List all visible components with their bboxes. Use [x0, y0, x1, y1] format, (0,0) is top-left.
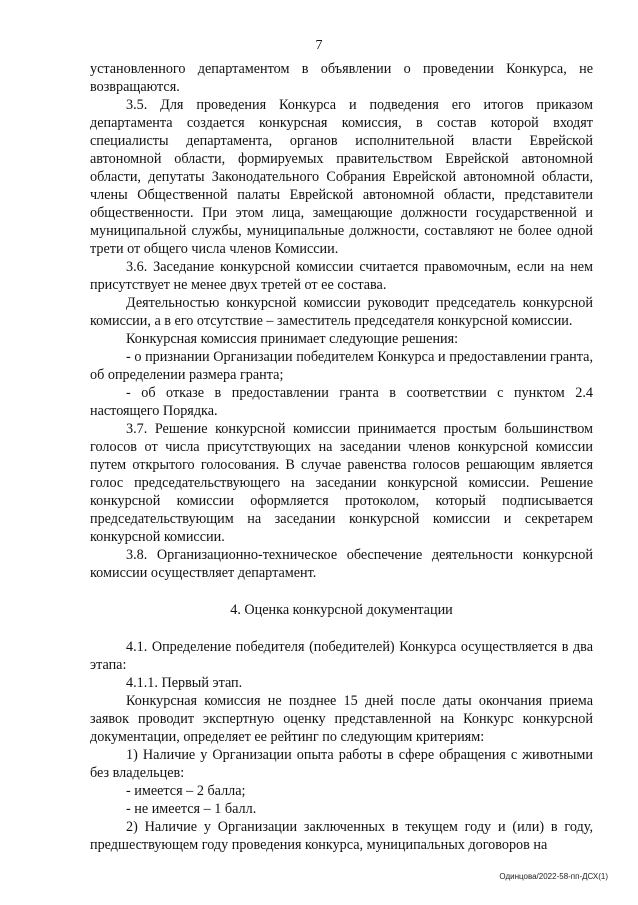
- paragraph-3-7: 3.7. Решение конкурсной комиссии принимается простым большинством голосов от числа присутствующих на заседании членов конкурсной комиссии путем открытого голосования. В случае равенства голосов решающим является голос председательствующего на заседании конкурсной комиссии. Решение конкурсной комиссии оформляется протоколом, который подписывается председательствующим на заседании конкурсной комиссии и секретарем конкурсной комиссии.: [90, 421, 593, 545]
- list-item: - имеется – 2 балла;: [126, 783, 246, 799]
- list-item: - о признании Организации победителем Конкурса и предоставлении гранта, об определении размера гранта;: [90, 349, 593, 383]
- paragraph-4-1: 4.1. Определение победителя (победителей) Конкурса осуществляется в два этапа:: [90, 639, 593, 673]
- paragraph: установленного департаментом в объявлении о проведении Конкурса, не возвращаются.: [90, 61, 593, 95]
- paragraph-3-8: 3.8. Организационно-техническое обеспечение деятельности конкурсной комиссии осуществляет департамент.: [90, 547, 593, 581]
- paragraph: Деятельностью конкурсной комиссии руководит председатель конкурсной комиссии, а в его отсутствие – заместитель председателя конкурсной комиссии.: [90, 295, 593, 329]
- paragraph-4-1-1: 4.1.1. Первый этап.: [126, 675, 243, 691]
- criterion-2: 2) Наличие у Организации заключенных в текущем году и (или) в году, предшествующем году проведения конкурса, муниципальных договоров на: [90, 819, 593, 853]
- paragraph: Конкурсная комиссия не позднее 15 дней после даты окончания приема заявок проводит экспертную оценку представленной на Конкурс конкурсной документации, определяет ее рейтинг по следующим критериям:: [90, 693, 593, 745]
- paragraph-3-5: 3.5. Для проведения Конкурса и подведения его итогов приказом департамента создается конкурсная комиссия, в состав которой входят специалисты департамента, органов исполнительной власти Еврейской автономной области, формируемых правительством Еврейской автономной области, депутаты Законодательного Собрания Еврейской автономной области, члены Общественной палаты Еврейской автономной области, представители общественности. При этом лица, замещающие должности государственной и муниципальной службы, муниципальные должности, составляют не более одной трети от общего числа членов Комиссии.: [90, 97, 593, 257]
- paragraph: Конкурсная комиссия принимает следующие решения:: [126, 331, 459, 347]
- list-item: - об отказе в предоставлении гранта в соответствии с пунктом 2.4 настоящего Порядка.: [90, 385, 593, 419]
- document-body: [90, 60, 593, 854]
- section-heading: 4. Оценка конкурсной документации: [230, 602, 453, 618]
- criterion-1: 1) Наличие у Организации опыта работы в сфере обращения с животными без владельцев:: [90, 747, 593, 781]
- page-number: 7: [315, 38, 323, 53]
- list-item: - не имеется – 1 балл.: [126, 801, 257, 817]
- paragraph-3-6: 3.6. Заседание конкурсной комиссии считается правомочным, если на нем присутствует не менее двух третей от ее состава.: [90, 259, 593, 293]
- document-code: Одинцова/2022-58-пп-ДСХ(1): [499, 872, 608, 881]
